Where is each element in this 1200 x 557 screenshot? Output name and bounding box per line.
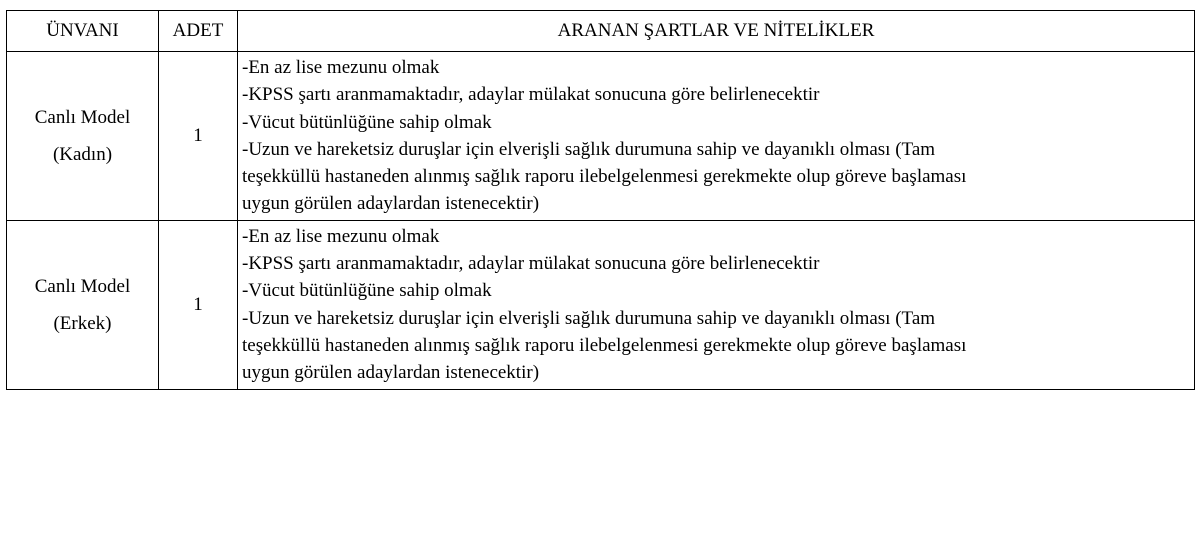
title-cell (7, 220, 159, 389)
header-title: ÜNVANI (7, 11, 159, 52)
requirement-line: -Vücut bütünlüğüne sahip olmak (242, 111, 492, 133)
header-row (7, 11, 1195, 52)
requirements-cell (238, 220, 1195, 389)
requirements-table (6, 10, 1195, 390)
table-row (7, 52, 1195, 221)
requirement-line: uygun görülen adaylardan istenecektir) (242, 193, 540, 215)
title-line: (Kadın) (52, 143, 113, 165)
requirement-line: -KPSS şartı aranmamaktadır, adaylar mülakat sonucuna göre belirlenecektir (242, 253, 820, 275)
requirement-line: teşekküllü hastaneden alınmış sağlık raporu ilebelgelenmesi gerekmekte olup göreve başlaması (242, 334, 967, 356)
header-requirements: ARANAN ŞARTLAR VE NİTELİKLER (238, 11, 1195, 52)
requirement-line: -En az lise mezunu olmak (242, 225, 440, 247)
requirement-line: -KPSS şartı aranmamaktadır, adaylar mülakat sonucuna göre belirlenecektir (242, 84, 820, 106)
title-line: (Erkek) (53, 312, 112, 334)
requirement-line: uygun görülen adaylardan istenecektir) (242, 362, 540, 384)
requirement-line: -En az lise mezunu olmak (242, 57, 440, 78)
table-body (7, 52, 1195, 390)
title-cell (7, 52, 159, 221)
title-line: Canlı Model (34, 275, 131, 297)
title-line: Canlı Model (34, 106, 131, 128)
count-cell: 1 (159, 52, 238, 221)
requirement-line: -Uzun ve hareketsiz duruşlar için elverişli sağlık durumuna sahip ve dayanıklı olması (Tam (242, 307, 936, 329)
table-header (7, 11, 1195, 52)
table-row (7, 220, 1195, 389)
requirement-line: -Vücut bütünlüğüne sahip olmak (242, 280, 492, 302)
requirements-cell (238, 52, 1195, 221)
header-count: ADET (159, 11, 238, 52)
count-cell: 1 (159, 220, 238, 389)
requirement-line: -Uzun ve hareketsiz duruşlar için elverişli sağlık durumuna sahip ve dayanıklı olması (Tam (242, 138, 936, 160)
requirement-line: teşekküllü hastaneden alınmış sağlık raporu ilebelgelenmesi gerekmekte olup göreve başlaması (242, 166, 967, 188)
